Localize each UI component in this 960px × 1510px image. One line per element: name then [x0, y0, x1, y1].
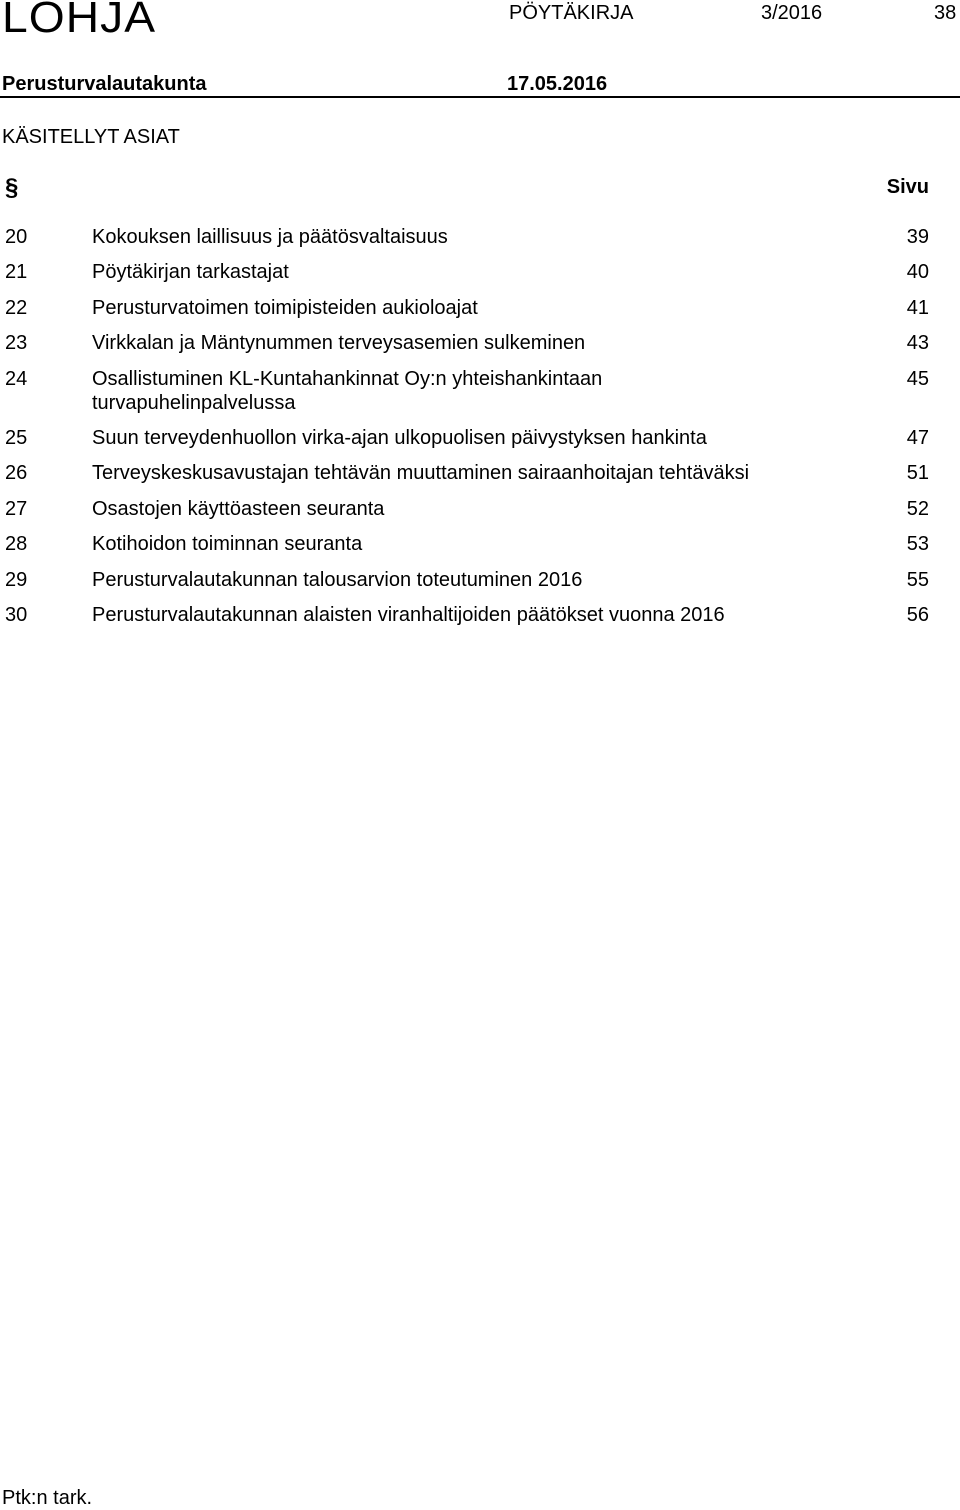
toc-item-title: Osastojen käyttöasteen seuranta — [92, 497, 385, 520]
toc-item-number: 21 — [5, 261, 28, 284]
toc-row — [0, 367, 960, 415]
toc-item-page: 51 — [906, 462, 929, 485]
toc-item-title: Osallistuminen KL-Kuntahankinnat Oy:n yhteishankintaan turvapuhelinpalvelussa — [92, 367, 603, 414]
toc-item-number: 23 — [5, 332, 28, 355]
toc-row — [0, 426, 960, 450]
toc-item-number: 27 — [5, 497, 28, 520]
toc-item-page: 41 — [906, 296, 929, 319]
toc-item-page: 55 — [906, 568, 929, 591]
toc-row — [0, 461, 960, 485]
toc-item-title: Terveyskeskusavustajan tehtävän muuttaminen sairaanhoitajan tehtäväksi — [92, 462, 750, 485]
page-number: 38 — [934, 2, 957, 24]
section-symbol: § — [5, 174, 19, 201]
toc-item-title: Perusturvalautakunnan talousarvion toteutuminen 2016 — [92, 568, 583, 591]
toc-item-page: 45 — [906, 367, 929, 390]
toc-row — [0, 296, 960, 320]
toc-item-page: 47 — [906, 426, 929, 449]
page-column-header: Sivu — [886, 176, 929, 198]
committee-name: Perusturvalautakunta — [2, 73, 207, 95]
toc-item-title: Suun terveydenhuollon virka-ajan ulkopuolisen päivystyksen hankinta — [92, 426, 707, 449]
toc-item-number: 22 — [5, 296, 28, 319]
toc-item-title: Perusturvatoimen toimipisteiden aukioloajat — [92, 296, 478, 319]
toc-item-number: 29 — [5, 568, 28, 591]
document-number: 3/2016 — [761, 2, 823, 24]
toc-item-title: Kokouksen laillisuus ja päätösvaltaisuus — [92, 226, 448, 248]
toc-item-page: 43 — [906, 332, 929, 355]
toc-item-number: 25 — [5, 426, 28, 449]
toc-item-title: Virkkalan ja Mäntynummen terveysasemien sulkeminen — [92, 332, 586, 355]
toc-item-page: 52 — [906, 497, 929, 520]
toc-item-number: 30 — [5, 603, 28, 626]
toc-item-title: Pöytäkirjan tarkastajat — [92, 261, 289, 284]
meeting-date: 17.05.2016 — [507, 73, 608, 95]
toc-item-number: 24 — [5, 367, 28, 390]
toc-row — [0, 532, 960, 556]
toc-row — [0, 603, 960, 627]
footer-note: Ptk:n tark. — [2, 1487, 93, 1509]
table-of-contents — [0, 225, 960, 638]
toc-row — [0, 225, 960, 249]
toc-row — [0, 331, 960, 355]
toc-item-number: 26 — [5, 462, 28, 485]
logo: LOHJA — [2, 0, 157, 42]
toc-item-page: 53 — [906, 533, 929, 556]
toc-row — [0, 497, 960, 521]
toc-item-number: 20 — [5, 226, 28, 248]
toc-item-page: 39 — [906, 226, 929, 248]
toc-item-page: 40 — [906, 261, 929, 284]
toc-item-number: 28 — [5, 533, 28, 556]
toc-item-title: Kotihoidon toiminnan seuranta — [92, 533, 363, 556]
document-type: PÖYTÄKIRJA — [509, 2, 634, 24]
toc-row — [0, 260, 960, 284]
toc-item-title: Perusturvalautakunnan alaisten viranhaltijoiden päätökset vuonna 2016 — [92, 603, 725, 626]
header-rule — [0, 96, 960, 98]
toc-row — [0, 568, 960, 592]
section-title: KÄSITELLYT ASIAT — [2, 126, 180, 148]
toc-item-page: 56 — [906, 603, 929, 626]
